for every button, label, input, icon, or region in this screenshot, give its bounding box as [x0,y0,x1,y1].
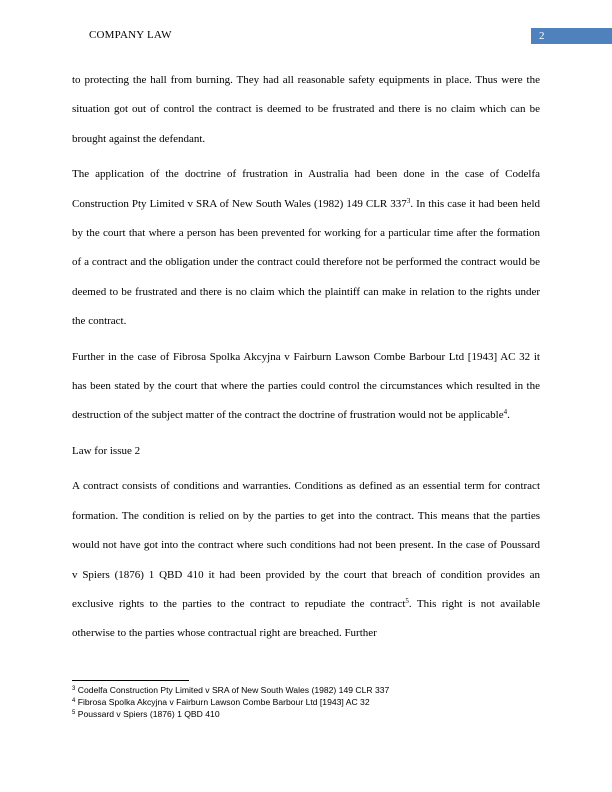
running-header-title: COMPANY LAW [89,29,172,41]
footnote-number: 5 [72,710,76,716]
paragraph-3 [72,343,540,431]
footnote-number: 3 [72,686,76,692]
paragraph-4-text-a: A contract consists of conditions and warranties. Conditions as defined as an essential term for contract formation. The condition is relied on by the parties to get into the contract. This means that the parties would not have got into the contract where such conditions had not been present. In the case of Poussard v Spiers (1876) 1 QBD 410 it had been provided by the court that breach of condition provides an exclusive rights to the parties to the contract to repudiate the contract [72,480,540,610]
paragraph-4 [72,472,540,648]
paragraph-3-text-b: . [507,409,510,422]
footnote-text: Poussard v Spiers (1876) 1 QBD 410 [75,709,220,719]
footnote-separator [72,680,189,681]
page-number-badge: 2 [531,28,612,44]
paragraph-1: to protecting the hall from burning. They had all reasonable safety equipments in place. Thus were the situation got out of control the contract is deemed to be frustrated and there is no claim which can be brought against the defendant. [72,74,540,145]
paragraph-3-text-a: Further in the case of Fibrosa Spolka Akcyjna v Fairburn Lawson Combe Barbour Ltd [1943] AC 32 it has been stated by the court that where the parties could control the circumstances which resulted in the destruction of the subject matter of the contract the doctrine of frustration would not be applicable [72,350,540,422]
footnotes-section [72,684,389,720]
footnote-3 [72,684,389,696]
footnote-number: 4 [72,698,76,704]
footnote-4 [72,696,389,708]
paragraph-4-text-b: . This right is not available otherwise to the parties whose contractual right are breached. Further [72,597,540,640]
footnote-5 [72,708,389,720]
document-body [72,66,540,655]
footnote-text: Fibrosa Spolka Akcyjna v Fairburn Lawson Combe Barbour Ltd [1943] AC 32 [75,697,370,707]
paragraph-2 [72,160,540,336]
paragraph-2-text-a: The application of the doctrine of frustration in Australia had been done in the case of Codelfa Construction Pty Limited v SRA of New South Wales (1982) 149 CLR 337 [72,168,540,210]
footnote-text: Codelfa Construction Pty Limited v SRA of New South Wales (1982) 149 CLR 337 [75,685,390,695]
paragraph-2-text-b: . In this case it had been held by the court that where a person has been prevented for working for a particular time after the formation of a contract and the obligation under the contract could therefore not be performed the contract would be deemed to be frustrated and there is no claim which the plaintiff can make in relation to the rights under the contract. [72,197,541,328]
footnote-ref-3[interactable]: 3 [406,196,411,205]
footnote-ref-5[interactable]: 5 [405,596,409,605]
footnote-ref-4[interactable]: 4 [503,408,508,417]
section-heading: Law for issue 2 [72,444,141,457]
